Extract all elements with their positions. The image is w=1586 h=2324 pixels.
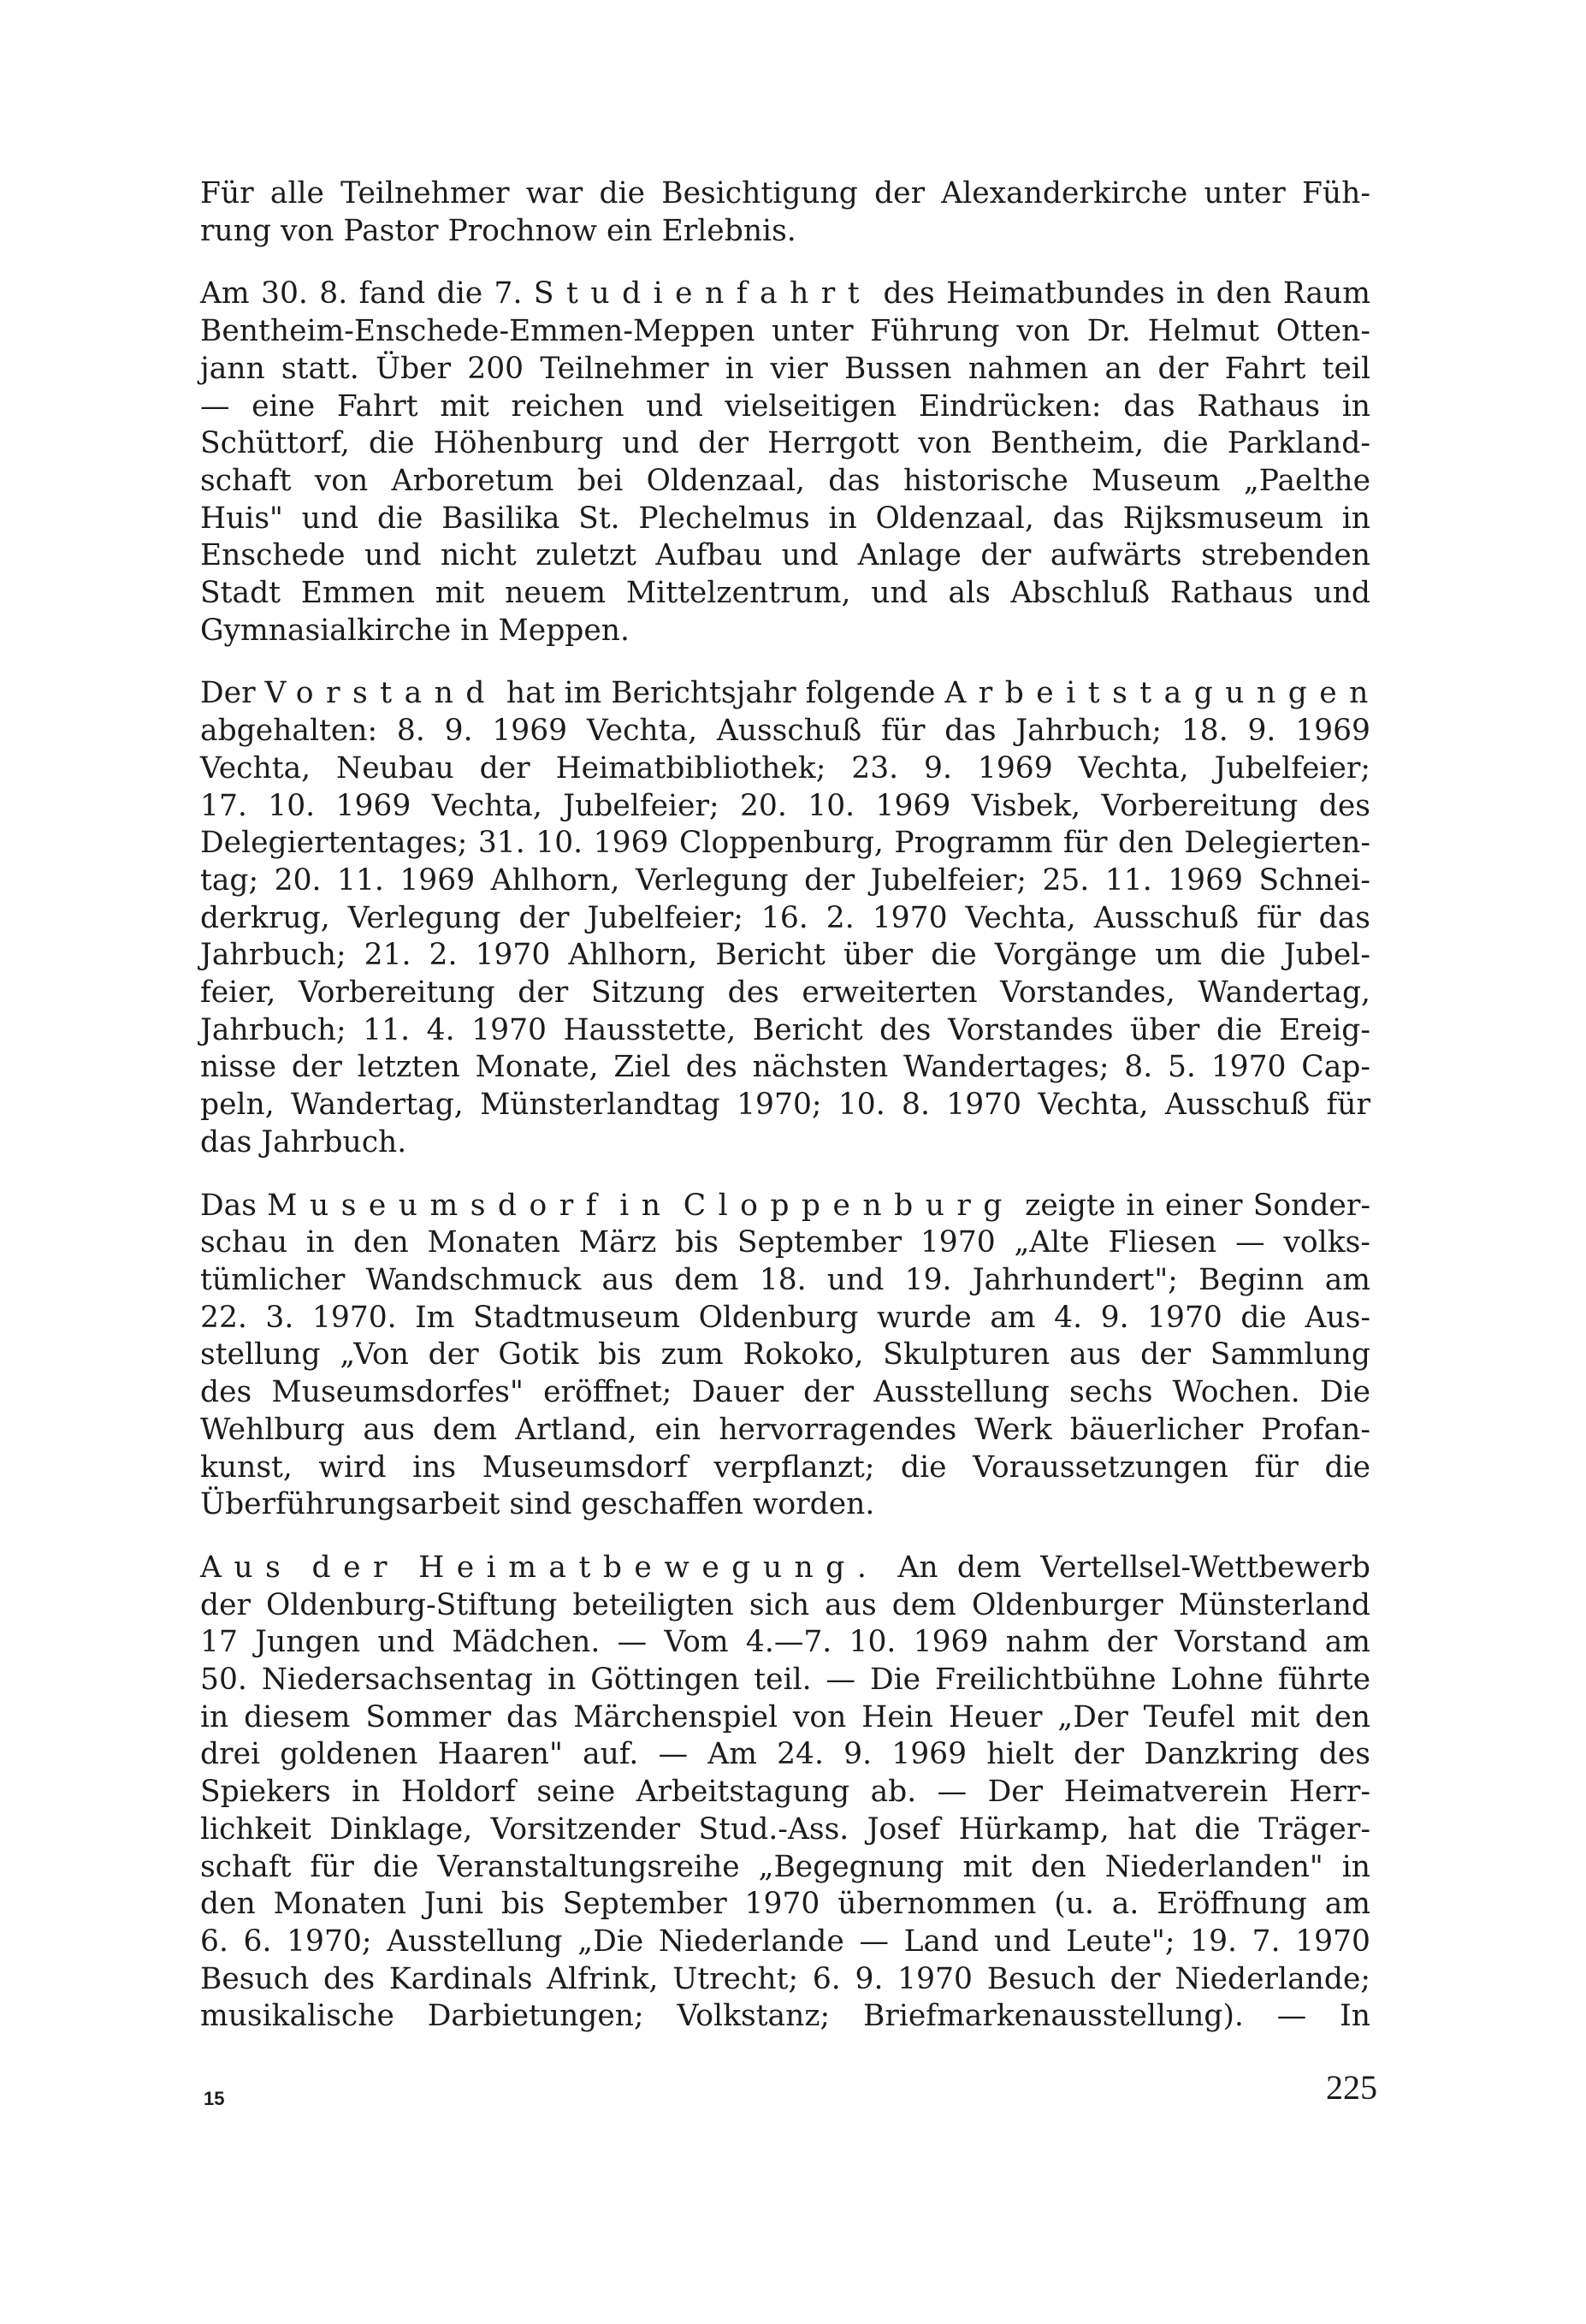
text-line <box>200 1188 1370 1225</box>
emphasized-term: der <box>311 1550 399 1585</box>
text-run: 17 Jungen und Mädchen. — Vom 4.—7. 10. 1969 nahm der Vorstand am <box>200 1625 1370 1660</box>
text-line <box>200 713 1370 750</box>
text-run <box>399 1550 418 1585</box>
text-line <box>200 425 1370 463</box>
text-line <box>200 1550 1370 1587</box>
text-run: 17. 10. 1969 Vechta, Jubelfeier; 20. 10. 1969 Visbek, Vorbereitung des <box>200 788 1370 823</box>
paragraph <box>200 175 1370 250</box>
text-line <box>200 613 1370 650</box>
text-run: Delegiertentages; 31. 10. 1969 Cloppenburg, Programm für den Delegierten- <box>200 826 1370 861</box>
text-run: der Oldenburg-Stiftung beteiligten sich aus dem Oldenburger Münsterland <box>200 1587 1370 1622</box>
text-run: 50. Niedersachsentag in Göttingen teil. — Die Freilichtbühne Lohne führte <box>200 1663 1370 1698</box>
paragraph <box>200 675 1381 1161</box>
text-run: Jahrbuch; 21. 2. 1970 Ahlhorn, Bericht über die Vorgänge um die Jubel- <box>200 938 1370 973</box>
text-line <box>200 1486 1370 1524</box>
text-line <box>200 1012 1370 1050</box>
text-run: Der <box>200 676 265 711</box>
text-run: Das <box>200 1188 268 1223</box>
text-run: des Museumsdorfes" eröffnet; Dauer der Ausstellung sechs Wochen. Die <box>200 1375 1370 1410</box>
text-run: hat im Berichtsjahr folgende <box>496 676 945 711</box>
text-line <box>200 537 1370 575</box>
text-run: Stadt Emmen mit neuem Mittelzentrum, und als Abschluß Rathaus und <box>200 576 1370 611</box>
page-body <box>200 175 1381 2061</box>
text-line <box>200 1374 1370 1412</box>
text-line <box>200 1049 1370 1087</box>
signature-mark: 15 <box>204 2088 225 2109</box>
text-run: Für alle Teilnehmer war die Besichtigung der Alexanderkirche unter Füh- <box>200 176 1370 210</box>
text-line <box>200 501 1370 538</box>
text-line <box>200 1300 1370 1337</box>
text-run: Schüttorf, die Höhenburg und der Herrgott von Bentheim, die Parkland- <box>200 426 1370 461</box>
text-line <box>200 175 1370 213</box>
text-run: Überführungsarbeit sind geschaffen worden. <box>200 1487 875 1522</box>
text-run: nisse der letzten Monate, Ziel des nächsten Wandertages; 8. 5. 1970 Cap- <box>200 1050 1370 1085</box>
text-run: kunst, wird ins Museumsdorf verpflanzt; die Voraussetzungen für die <box>200 1450 1370 1485</box>
text-run: stellung „Von der Gotik bis zum Rokoko, Skulpturen aus der Sammlung <box>200 1337 1370 1372</box>
text-line <box>200 1224 1370 1262</box>
emphasized-term: Aus <box>200 1550 293 1585</box>
text-run: derkrug, Verlegung der Jubelfeier; 16. 2. 1970 Vechta, Ausschuß für das <box>200 900 1370 935</box>
emphasized-term: Vorstand <box>264 676 497 711</box>
text-line <box>200 1662 1370 1699</box>
text-run: Vechta, Neubau der Heimatbibliothek; 23. 9. 1969 Vechta, Jubelfeier; <box>200 750 1370 786</box>
text-run: Jahrbuch; 11. 4. 1970 Hausstette, Bericht des Vorstandes über die Ereig- <box>200 1012 1370 1047</box>
text-line <box>200 1412 1370 1450</box>
text-run: des Heimatbundes in den Raum <box>872 276 1370 311</box>
text-line <box>200 276 1370 313</box>
text-run <box>293 1550 311 1585</box>
text-run: — eine Fahrt mit reichen und vielseitigen Eindrücken: das Rathaus in <box>200 388 1370 424</box>
text-line <box>200 1774 1370 1811</box>
text-run: in diesem Sommer das Märchenspiel von Hein Heuer „Der Teufel mit den <box>200 1699 1370 1734</box>
text-line <box>200 825 1370 863</box>
text-line <box>200 1998 1370 2036</box>
text-run: schaft für die Veranstaltungsreihe „Begegnung mit den Niederlanden" in <box>200 1849 1370 1884</box>
text-line <box>200 575 1370 613</box>
paragraph <box>200 1188 1370 1524</box>
emphasized-term: in <box>619 1188 673 1223</box>
text-line <box>200 388 1370 426</box>
text-run: An dem Vertellsel-Wettbewerb <box>879 1550 1371 1585</box>
paragraph <box>200 1550 1370 2036</box>
text-run: Am 30. 8. fand die 7. <box>200 276 534 311</box>
emphasized-term: Cloppenburg <box>683 1188 1015 1223</box>
text-run: Bentheim-Enschede-Emmen-Meppen unter Führung von Dr. Helmut Otten- <box>200 314 1370 349</box>
page-number: 225 <box>1326 2068 1377 2107</box>
text-line <box>200 937 1370 975</box>
text-line <box>200 675 1381 713</box>
text-line <box>200 1587 1370 1625</box>
text-run: 22. 3. 1970. Im Stadtmuseum Oldenburg wurde am 4. 9. 1970 die Aus- <box>200 1300 1370 1335</box>
text-run: Wehlburg aus dem Artland, ein hervorragendes Werk bäuerlicher Profan- <box>200 1412 1370 1447</box>
text-run: feier, Vorbereitung der Sitzung des erweiterten Vorstandes, Wandertag, <box>200 975 1370 1011</box>
text-line <box>200 975 1370 1012</box>
text-line <box>200 463 1370 501</box>
text-run: zeigte in einer Sonder- <box>1014 1188 1370 1223</box>
text-run: peln, Wandertag, Münsterlandtag 1970; 10. 8. 1970 Vechta, Ausschuß für <box>200 1088 1370 1123</box>
emphasized-term: Museumsdorf <box>267 1188 609 1223</box>
text-run: jann statt. Über 200 Teilnehmer in vier Bussen nahmen an der Fahrt teil <box>200 351 1370 386</box>
text-line <box>200 351 1370 388</box>
text-line <box>200 900 1370 938</box>
text-run: Huis" und die Basilika St. Plechelmus in Oldenzaal, das Rijksmuseum in <box>200 501 1370 536</box>
text-line <box>200 1699 1370 1737</box>
text-line <box>200 1337 1370 1374</box>
text-run: Besuch des Kardinals Alfrink, Utrecht; 6. 9. 1970 Besuch der Niederlande; <box>200 1961 1370 1996</box>
text-run: rung von Pastor Prochnow ein Erlebnis. <box>200 213 796 248</box>
emphasized-term: Heimatbewegung. <box>418 1550 879 1585</box>
text-line <box>200 1124 1370 1162</box>
text-run: lichkeit Dinklage, Vorsitzender Stud.-Ass. Josef Hürkamp, hat die Träger- <box>200 1811 1370 1847</box>
text-line <box>200 1849 1370 1887</box>
text-run: das Jahrbuch. <box>200 1124 407 1159</box>
text-run: Spiekers in Holdorf seine Arbeitstagung ab. — Der Heimatverein Herr- <box>200 1775 1370 1810</box>
text-line <box>200 1450 1370 1487</box>
text-run: drei goldenen Haaren" auf. — Am 24. 9. 1969 hielt der Danzkring des <box>200 1737 1370 1772</box>
text-line <box>200 313 1370 351</box>
text-run: Gymnasialkirche in Meppen. <box>200 613 630 648</box>
text-run: schaft von Arboretum bei Oldenzaal, das historische Museum „Paelthe <box>200 463 1370 498</box>
text-line <box>200 1624 1370 1662</box>
text-line <box>200 1087 1370 1124</box>
text-line <box>200 1961 1370 1999</box>
paragraph <box>200 276 1370 649</box>
text-run: tümlicher Wandschmuck aus dem 18. und 19. Jahrhundert"; Beginn am <box>200 1262 1370 1297</box>
text-line <box>200 863 1370 900</box>
text-run: abgehalten: 8. 9. 1969 Vechta, Ausschuß für das Jahrbuch; 18. 9. 1969 <box>200 714 1370 749</box>
text-line <box>200 1924 1370 1961</box>
text-line <box>200 750 1370 788</box>
text-run: 6. 6. 1970; Ausstellung „Die Niederlande — Land und Leute"; 19. 7. 1970 <box>200 1924 1370 1959</box>
text-run: tag; 20. 11. 1969 Ahlhorn, Verlegung der Jubelfeier; 25. 11. 1969 Schnei- <box>200 863 1370 898</box>
text-line <box>200 1886 1370 1924</box>
text-run: Enschede und nicht zuletzt Aufbau und Anlage der aufwärts strebenden <box>200 538 1370 573</box>
text-line <box>200 1262 1370 1300</box>
text-run: schau in den Monaten März bis September 1970 „Alte Fliesen — volks- <box>200 1225 1370 1260</box>
text-line <box>200 788 1370 826</box>
emphasized-term: Arbeitstagungen <box>944 676 1381 711</box>
text-run <box>672 1189 683 1223</box>
text-run: den Monaten Juni bis September 1970 übernommen (u. a. Eröffnung am <box>200 1887 1370 1922</box>
text-run <box>609 1189 619 1223</box>
text-line <box>200 213 1370 251</box>
text-line <box>200 1811 1370 1849</box>
text-line <box>200 1736 1370 1774</box>
emphasized-term: Studienfahrt <box>533 276 873 311</box>
text-run: musikalische Darbietungen; Volkstanz; Briefmarkenausstellung). — In <box>200 1999 1370 2034</box>
